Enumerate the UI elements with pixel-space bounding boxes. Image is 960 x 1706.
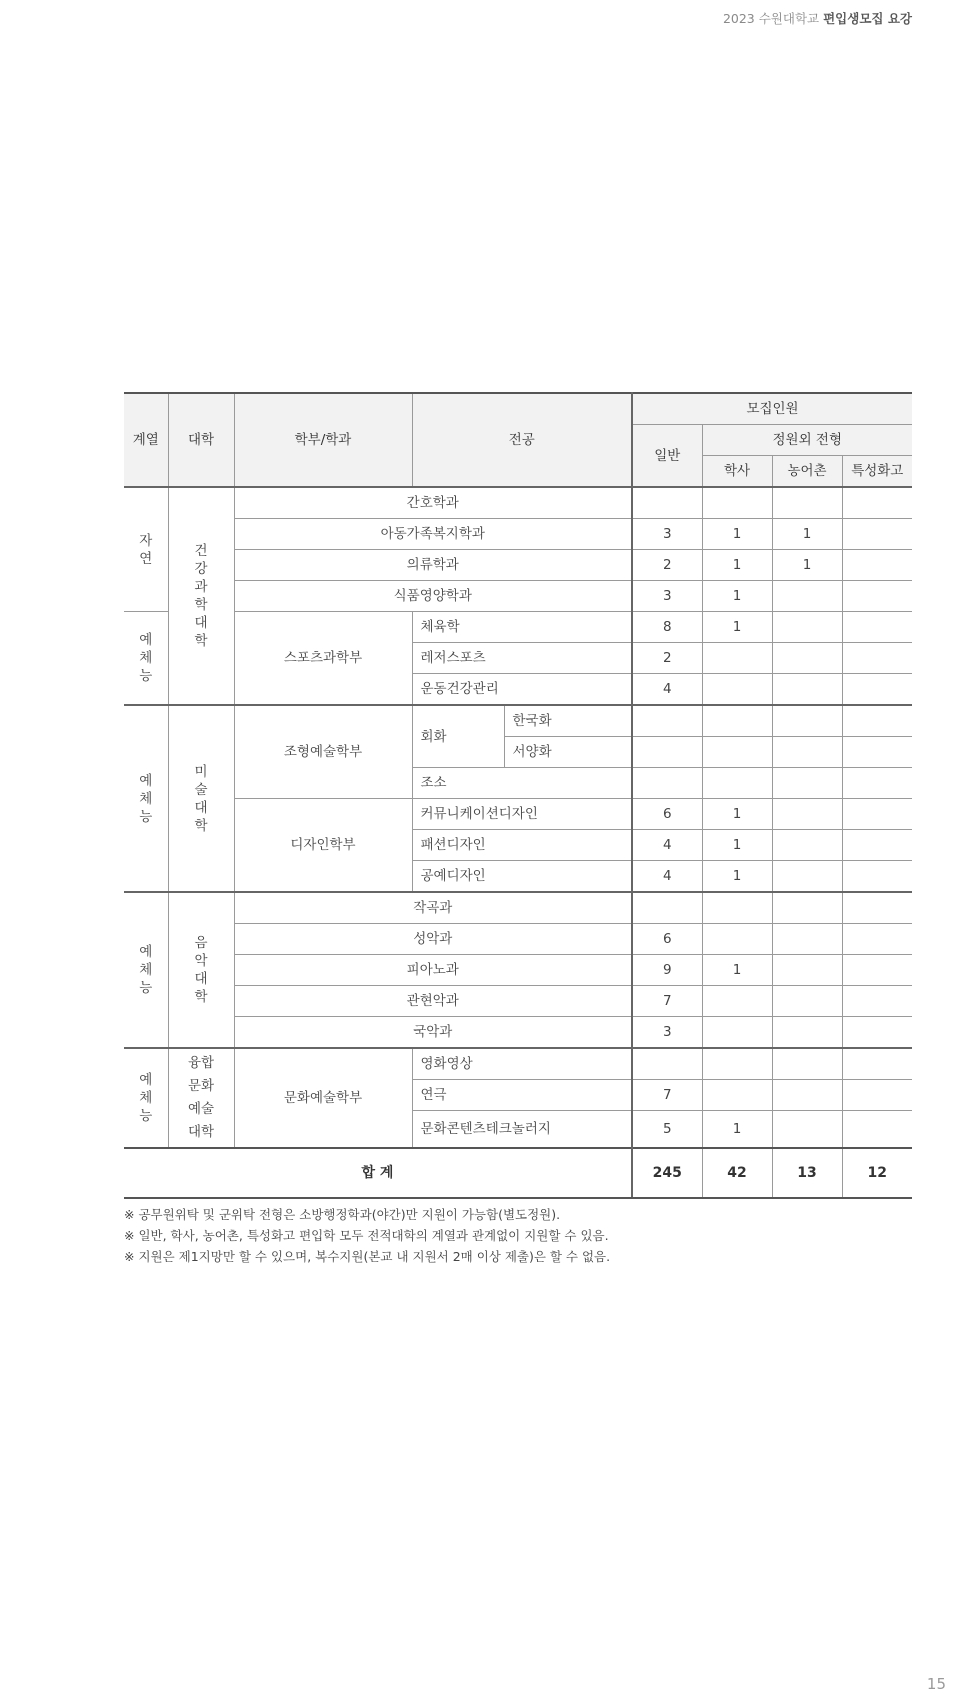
col-header-rural: 농어촌	[772, 456, 842, 488]
col-header-college: 대학	[168, 393, 234, 487]
bachelor-cell	[702, 705, 772, 737]
bachelor-cell	[702, 924, 772, 955]
total-label: 합 계	[124, 1148, 632, 1198]
bachelor-cell: 1	[702, 581, 772, 612]
rural-cell	[772, 612, 842, 643]
general-cell: 4	[632, 674, 702, 706]
dept-cell: 스포츠과학부	[234, 612, 412, 706]
special-cell	[842, 861, 912, 893]
rural-cell	[772, 924, 842, 955]
rural-cell	[772, 1048, 842, 1080]
general-cell: 8	[632, 612, 702, 643]
dept-cell: 아동가족복지학과	[234, 519, 632, 550]
bachelor-cell: 1	[702, 955, 772, 986]
bachelor-cell: 1	[702, 861, 772, 893]
total-row	[124, 1148, 912, 1198]
field-cell: 예 체 능	[124, 705, 168, 892]
general-cell: 6	[632, 799, 702, 830]
special-cell	[842, 705, 912, 737]
bachelor-cell	[702, 768, 772, 799]
general-cell: 3	[632, 519, 702, 550]
col-header-recruit: 모집인원	[632, 393, 912, 425]
general-cell: 3	[632, 581, 702, 612]
rural-cell	[772, 705, 842, 737]
special-cell	[842, 1017, 912, 1049]
col-header-bachelor: 학사	[702, 456, 772, 488]
major-cell: 운동건강관리	[412, 674, 632, 706]
table-row	[124, 550, 912, 581]
special-cell	[842, 674, 912, 706]
total-bachelor: 42	[702, 1148, 772, 1198]
dept-cell: 관현악과	[234, 986, 632, 1017]
general-cell: 9	[632, 955, 702, 986]
footnote: ※ 지원은 제1지망만 할 수 있으며, 복수지원(본교 내 지원서 2매 이상 제출)은 할 수 없음.	[124, 1249, 611, 1264]
general-cell: 4	[632, 861, 702, 893]
table-header-row	[124, 393, 912, 425]
footnotes	[124, 1204, 924, 1267]
major-cell: 연극	[412, 1080, 632, 1111]
bachelor-cell: 1	[702, 799, 772, 830]
dept-cell: 의류학과	[234, 550, 632, 581]
sub-major-cell: 서양화	[504, 737, 632, 768]
rural-cell: 1	[772, 519, 842, 550]
rural-cell	[772, 1017, 842, 1049]
dept-cell: 성악과	[234, 924, 632, 955]
special-cell	[842, 612, 912, 643]
general-cell	[632, 487, 702, 519]
col-header-dept: 학부/학과	[234, 393, 412, 487]
major-cell: 커뮤니케이션디자인	[412, 799, 632, 830]
special-cell	[842, 643, 912, 674]
special-cell	[842, 1048, 912, 1080]
major-cell: 체육학	[412, 612, 632, 643]
bachelor-cell	[702, 892, 772, 924]
dept-cell: 국악과	[234, 1017, 632, 1049]
college-cell: 융합 문화 예술 대학	[168, 1048, 234, 1148]
table-row	[124, 799, 912, 830]
header-university: 수원대학교	[758, 11, 820, 26]
bachelor-cell	[702, 674, 772, 706]
total-rural: 13	[772, 1148, 842, 1198]
rural-cell	[772, 830, 842, 861]
dept-cell: 식품영양학과	[234, 581, 632, 612]
rural-cell	[772, 768, 842, 799]
running-header	[723, 9, 912, 27]
special-cell	[842, 1080, 912, 1111]
general-cell	[632, 768, 702, 799]
rural-cell	[772, 643, 842, 674]
major-cell: 문화콘텐츠테크놀러지	[412, 1111, 632, 1149]
special-cell	[842, 519, 912, 550]
college-cell: 건 강 과 학 대 학	[168, 487, 234, 705]
dept-cell: 디자인학부	[234, 799, 412, 893]
special-cell	[842, 581, 912, 612]
table-row	[124, 705, 912, 737]
dept-cell: 문화예술학부	[234, 1048, 412, 1148]
general-cell	[632, 705, 702, 737]
rural-cell: 1	[772, 550, 842, 581]
special-cell	[842, 830, 912, 861]
rural-cell	[772, 861, 842, 893]
special-cell	[842, 799, 912, 830]
dept-cell: 조형예술학부	[234, 705, 412, 799]
bachelor-cell: 1	[702, 830, 772, 861]
special-cell	[842, 955, 912, 986]
bachelor-cell	[702, 737, 772, 768]
bachelor-cell	[702, 1048, 772, 1080]
college-cell: 음 악 대 학	[168, 892, 234, 1048]
col-header-field: 계열	[124, 393, 168, 487]
general-cell: 5	[632, 1111, 702, 1149]
total-general: 245	[632, 1148, 702, 1198]
table-row	[124, 924, 912, 955]
special-cell	[842, 892, 912, 924]
general-cell: 7	[632, 1080, 702, 1111]
special-cell	[842, 487, 912, 519]
col-header-major: 전공	[412, 393, 632, 487]
bachelor-cell	[702, 986, 772, 1017]
general-cell: 2	[632, 550, 702, 581]
special-cell	[842, 550, 912, 581]
recruitment-table	[124, 392, 912, 1199]
college-cell: 미 술 대 학	[168, 705, 234, 892]
header-doc-title: 편입생모집 요강	[823, 11, 912, 26]
rural-cell	[772, 1111, 842, 1149]
major-cell: 패션디자인	[412, 830, 632, 861]
rural-cell	[772, 674, 842, 706]
rural-cell	[772, 581, 842, 612]
dept-cell: 간호학과	[234, 487, 632, 519]
general-cell: 7	[632, 986, 702, 1017]
bachelor-cell: 1	[702, 1111, 772, 1149]
bachelor-cell: 1	[702, 519, 772, 550]
table-row	[124, 487, 912, 519]
major-cell: 공예디자인	[412, 861, 632, 893]
special-cell	[842, 924, 912, 955]
major-cell: 조소	[412, 768, 632, 799]
special-cell	[842, 737, 912, 768]
col-header-extra: 정원외 전형	[702, 425, 912, 456]
rural-cell	[772, 892, 842, 924]
special-cell	[842, 1111, 912, 1149]
general-cell: 4	[632, 830, 702, 861]
general-cell: 6	[632, 924, 702, 955]
bachelor-cell	[702, 487, 772, 519]
general-cell	[632, 1048, 702, 1080]
table-row	[124, 955, 912, 986]
special-cell	[842, 768, 912, 799]
table-row	[124, 892, 912, 924]
header-year: 2023	[722, 11, 755, 26]
rural-cell	[772, 955, 842, 986]
special-cell	[842, 986, 912, 1017]
footnote: ※ 공무원위탁 및 군위탁 전형은 소방행정학과(야간)만 지원이 가능함(별도정원).	[124, 1207, 561, 1222]
general-cell: 2	[632, 643, 702, 674]
major-cell: 회화	[412, 705, 504, 768]
table-row	[124, 612, 912, 643]
rural-cell	[772, 986, 842, 1017]
field-cell: 예 체 능	[124, 892, 168, 1048]
general-cell: 3	[632, 1017, 702, 1049]
bachelor-cell: 1	[702, 550, 772, 581]
general-cell	[632, 892, 702, 924]
table-row	[124, 1048, 912, 1080]
page-number: 15	[926, 1675, 946, 1693]
table-row	[124, 519, 912, 550]
dept-cell: 피아노과	[234, 955, 632, 986]
footnote: ※ 일반, 학사, 농어촌, 특성화고 편입학 모두 전적대학의 계열과 관계없이 지원할 수 있음.	[124, 1228, 609, 1243]
major-cell: 레저스포츠	[412, 643, 632, 674]
rural-cell	[772, 1080, 842, 1111]
bachelor-cell	[702, 643, 772, 674]
sub-major-cell: 한국화	[504, 705, 632, 737]
bachelor-cell	[702, 1080, 772, 1111]
field-cell: 예 체 능	[124, 612, 168, 706]
table-row	[124, 1017, 912, 1049]
rural-cell	[772, 487, 842, 519]
table-row	[124, 581, 912, 612]
major-cell: 영화영상	[412, 1048, 632, 1080]
col-header-special: 특성화고	[842, 456, 912, 488]
col-header-general: 일반	[632, 425, 702, 488]
field-cell: 자 연	[124, 487, 168, 612]
bachelor-cell: 1	[702, 612, 772, 643]
rural-cell	[772, 737, 842, 768]
bachelor-cell	[702, 1017, 772, 1049]
table-row	[124, 986, 912, 1017]
field-cell: 예 체 능	[124, 1048, 168, 1148]
rural-cell	[772, 799, 842, 830]
dept-cell: 작곡과	[234, 892, 632, 924]
total-special: 12	[842, 1148, 912, 1198]
general-cell	[632, 737, 702, 768]
